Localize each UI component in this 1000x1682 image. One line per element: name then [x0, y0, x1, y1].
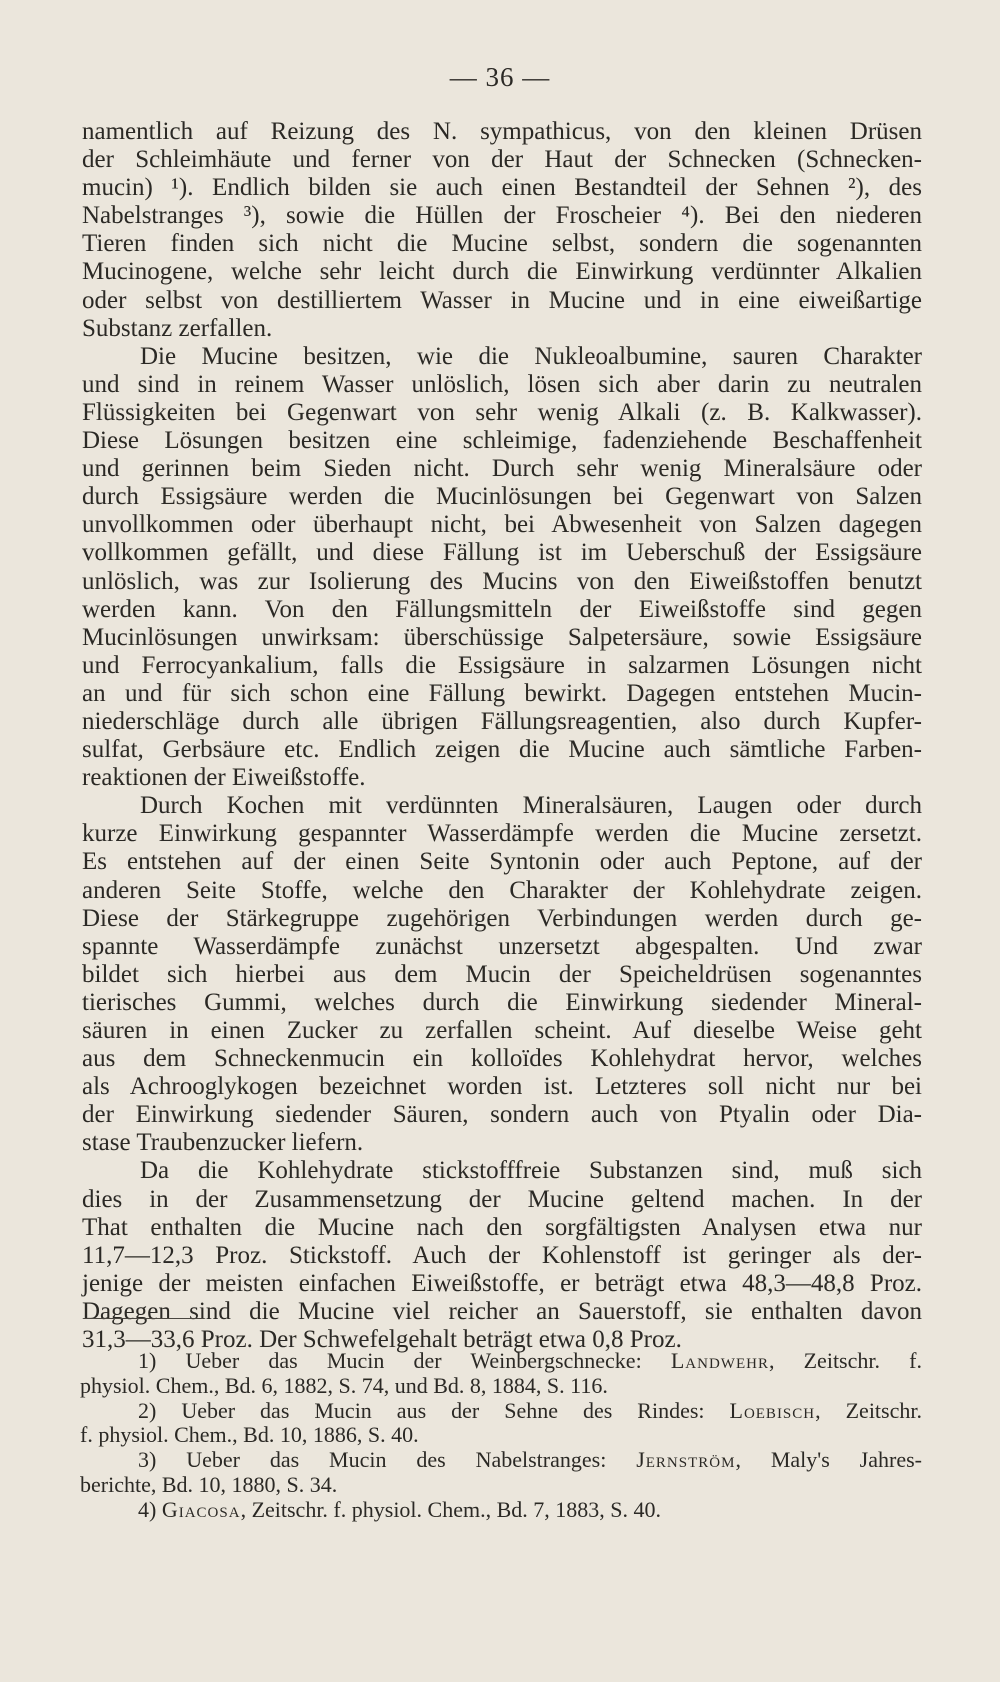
- footnote-text: f. physiol. Chem., Bd. 10, 1886, S. 40.: [80, 1422, 419, 1448]
- body-text: [82, 118, 922, 1354]
- text-line: Die Mucine besitzen, wie die Nukleoalbumine, sauren Charakter: [140, 342, 922, 370]
- text-line: Mucinlösungen unwirksam: überschüssige Salpetersäure, sowie Essigsäure: [82, 623, 922, 651]
- text-line: vollkommen gefällt, und diese Fällung ist im Ueberschuß der Essigsäure: [82, 539, 922, 567]
- text-line: Durch Kochen mit verdünnten Mineralsäuren, Laugen oder durch: [140, 792, 922, 820]
- text-line: und Ferrocyankalium, falls die Essigsäure in salzarmen Lösungen nicht: [82, 651, 922, 679]
- text-line: unvollkommen oder überhaupt nicht, bei Abwesenheit von Salzen dagegen: [82, 511, 922, 539]
- text-line: der Schleimhäute und ferner von der Haut der Schnecken (Schnecken-: [82, 146, 922, 174]
- text-line: kurze Einwirkung gespannter Wasserdämpfe werden die Mucine zersetzt.: [82, 820, 922, 848]
- footnote-text: , Maly's Jahres-: [735, 1447, 922, 1473]
- text-line: spannte Wasserdämpfe zunächst unzersetzt abgespalten. Und zwar: [82, 932, 922, 960]
- text-line: oder selbst von destilliertem Wasser in Mucine und in eine eiweißartige: [82, 286, 922, 314]
- text-line: anderen Seite Stoffe, welche den Charakter der Kohlehydrate zeigen.: [82, 876, 922, 904]
- text-line: mucin) ¹). Endlich bilden sie auch einen Bestandteil der Sehnen ²), des: [82, 174, 922, 202]
- text-line: Mucinogene, welche sehr leicht durch die Einwirkung verdünnter Alkalien: [82, 258, 922, 286]
- text-line: Nabelstranges ³), sowie die Hüllen der Froscheier ⁴). Bei den niederen: [82, 202, 922, 230]
- text-line: reaktionen der Eiweißstoffe.: [82, 764, 366, 792]
- text-line: 11,7—12,3 Proz. Stickstoff. Auch der Kohlenstoff ist geringer als der-: [82, 1241, 922, 1269]
- footnote-line: [80, 1349, 922, 1374]
- text-line: namentlich auf Reizung des N. sympathicus, von den kleinen Drüsen: [82, 118, 922, 145]
- text-line: dies in der Zusammensetzung der Mucine geltend machen. In der: [82, 1185, 922, 1213]
- text-line: stase Traubenzucker liefern.: [82, 1129, 364, 1157]
- text-line: an und für sich schon eine Fällung bewirkt. Dagegen entstehen Mucin-: [82, 679, 922, 707]
- text-line: Diese der Stärkegruppe zugehörigen Verbindungen werden durch ge-: [82, 904, 922, 932]
- footnote-line: [80, 1448, 922, 1473]
- footnote-author: Giacosa: [161, 1496, 241, 1522]
- text-line: Tieren finden sich nicht die Mucine selbst, sondern die sogenannten: [82, 230, 922, 258]
- footnote-author: Loebisch: [729, 1397, 816, 1423]
- text-line: niederschläge durch alle übrigen Fällungsreagentien, also durch Kupfer-: [82, 707, 922, 735]
- text-line: der Einwirkung siedender Säuren, sondern auch von Ptyalin oder Dia-: [82, 1101, 922, 1129]
- footnote-text: , Zeitschr. f.: [768, 1348, 922, 1373]
- footnote-line: [80, 1399, 922, 1424]
- text-line: aus dem Schneckenmucin ein kolloïdes Kohlehydrat hervor, welches: [82, 1045, 922, 1073]
- text-line: säuren in einen Zucker zu zerfallen scheint. Auf dieselbe Weise geht: [82, 1017, 922, 1044]
- footnote-text: berichte, Bd. 10, 1880, S. 34.: [80, 1471, 338, 1497]
- text-line: sulfat, Gerbsäure etc. Endlich zeigen die Mucine auch sämtliche Farben-: [82, 736, 922, 764]
- text-line: Es entstehen auf der einen Seite Syntonin oder auch Peptone, auf der: [82, 848, 922, 876]
- text-line: Da die Kohlehydrate stickstofffreie Substanzen sind, muß sich: [140, 1157, 922, 1185]
- footnote-text: 4): [138, 1496, 162, 1522]
- footnote-line: [80, 1473, 922, 1498]
- footnote-line: [80, 1498, 922, 1523]
- footnotes: [80, 1349, 922, 1523]
- text-line: bildet sich hierbei aus dem Mucin der Speicheldrüsen sogenanntes: [82, 960, 922, 988]
- text-line: tierisches Gummi, welches durch die Einwirkung siedender Mineral-: [82, 988, 922, 1016]
- text-line: und gerinnen beim Sieden nicht. Durch sehr wenig Mineralsäure oder: [82, 455, 922, 483]
- footnote-text: , Zeitschr.: [815, 1397, 922, 1423]
- footnote-line: [80, 1423, 922, 1448]
- footnote-line: [80, 1374, 922, 1399]
- text-line: als Achrooglykogen bezeichnet worden ist. Letzteres soll nicht nur bei: [82, 1073, 922, 1101]
- text-line: durch Essigsäure werden die Mucinlösungen bei Gegenwart von Salzen: [82, 483, 922, 511]
- text-line: Substanz zerfallen.: [82, 314, 273, 342]
- text-line: Dagegen sind die Mucine viel reicher an Sauerstoff, sie enthalten davon: [82, 1297, 922, 1325]
- text-line: unlöslich, was zur Isolierung des Mucins von den Eiweißstoffen benutzt: [82, 567, 922, 595]
- footnote-separator: [84, 1318, 204, 1319]
- footnote-text: physiol. Chem., Bd. 6, 1882, S. 74, und Bd. 8, 1884, S. 116.: [80, 1372, 608, 1398]
- text-line: That enthalten die Mucine nach den sorgfältigsten Analysen etwa nur: [82, 1213, 922, 1241]
- footnote-text: , Zeitschr. f. physiol. Chem., Bd. 7, 1883, S. 40.: [240, 1496, 662, 1522]
- footnote-text: 2) Ueber das Mucin aus der Sehne des Rindes:: [138, 1397, 730, 1423]
- page-number: — 36 —: [449, 62, 551, 92]
- text-line: werden kann. Von den Fällungsmitteln der Eiweißstoffe sind gegen: [82, 595, 922, 623]
- text-line: jenige der meisten einfachen Eiweißstoffe, er beträgt etwa 48,3—48,8 Proz.: [82, 1269, 922, 1297]
- footnote-text: 1) Ueber das Mucin der Weinbergschnecke:: [138, 1348, 671, 1373]
- text-line: 31,3—33,6 Proz. Der Schwefelgehalt beträgt etwa 0,8 Proz.: [82, 1326, 682, 1354]
- text-line: und sind in reinem Wasser unlöslich, lösen sich aber darin zu neutralen: [82, 370, 922, 398]
- footnote-author: Landwehr: [670, 1348, 769, 1373]
- text-line: Diese Lösungen besitzen eine schleimige, fadenziehende Beschaffenheit: [82, 427, 922, 455]
- footnote-text: 3) Ueber das Mucin des Nabelstranges:: [138, 1447, 637, 1473]
- footnote-author: Jernström: [636, 1447, 736, 1473]
- text-line: Flüssigkeiten bei Gegenwart von sehr wenig Alkali (z. B. Kalkwasser).: [82, 398, 922, 426]
